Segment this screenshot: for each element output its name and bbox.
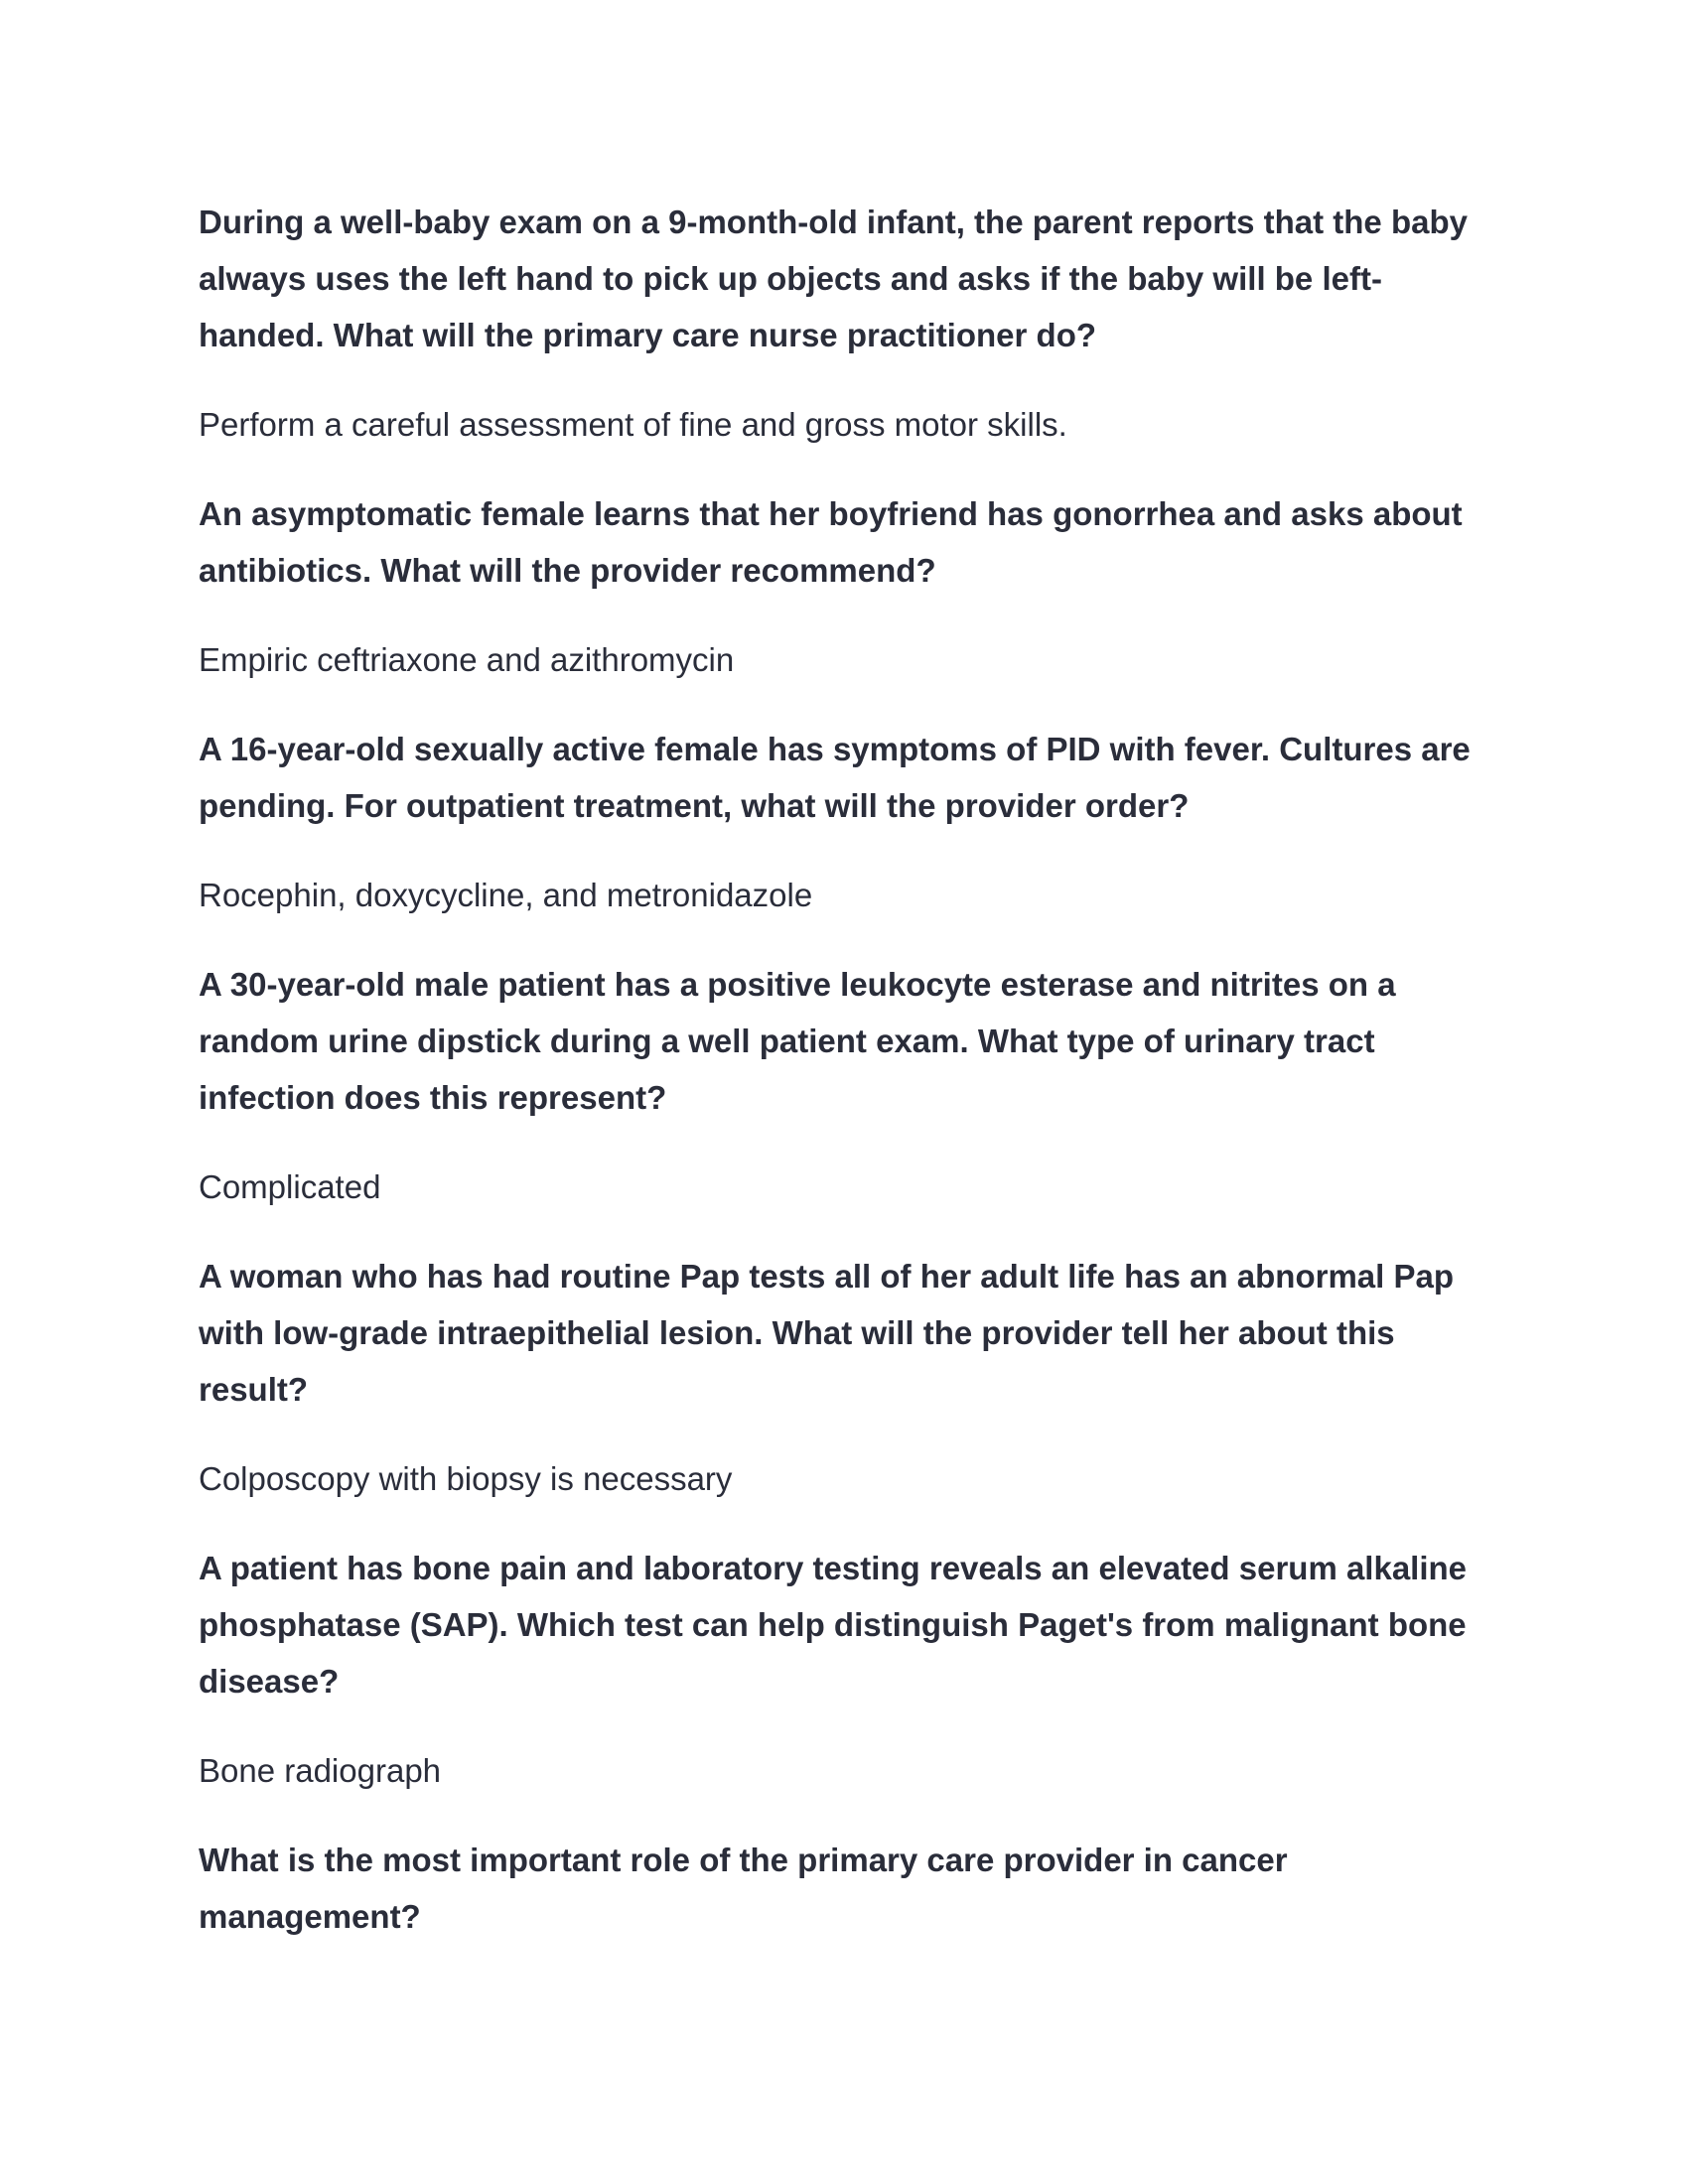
answer-text: Empiric ceftriaxone and azithromycin <box>199 641 735 678</box>
answer-text: Colposcopy with biopsy is necessary <box>199 1460 733 1497</box>
question-text: During a well-baby exam on a 9-month-old infant, the parent reports that the baby always uses the left hand to pick up objects and asks if the baby will be left-handed. What will the primary care nurse practitioner do? <box>199 204 1468 353</box>
document-page <box>199 194 1494 1945</box>
question-text: A 16-year-old sexually active female has symptoms of PID with fever. Cultures are pending. For outpatient treatment, what will the provider order? <box>199 731 1471 824</box>
answer-text: Rocephin, doxycycline, and metronidazole <box>199 877 813 913</box>
answer-text: Complicated <box>199 1168 381 1205</box>
answer-text: Perform a careful assessment of fine and gross motor skills. <box>199 406 1067 443</box>
question-text: What is the most important role of the primary care provider in cancer management? <box>199 1842 1288 1935</box>
question-text: A 30-year-old male patient has a positive leukocyte esterase and nitrites on a random urine dipstick during a well patient exam. What type of urinary tract infection does this represent? <box>199 966 1396 1116</box>
question-text: A woman who has had routine Pap tests all of her adult life has an abnormal Pap with low-grade intraepithelial lesion. What will the provider tell her about this result? <box>199 1258 1455 1408</box>
question-text: An asymptomatic female learns that her boyfriend has gonorrhea and asks about antibiotics. What will the provider recommend? <box>199 495 1463 589</box>
answer-text: Bone radiograph <box>199 1752 442 1789</box>
question-text: A patient has bone pain and laboratory testing reveals an elevated serum alkaline phosphatase (SAP). Which test can help distinguish Paget's from malignant bone disease? <box>199 1550 1468 1700</box>
